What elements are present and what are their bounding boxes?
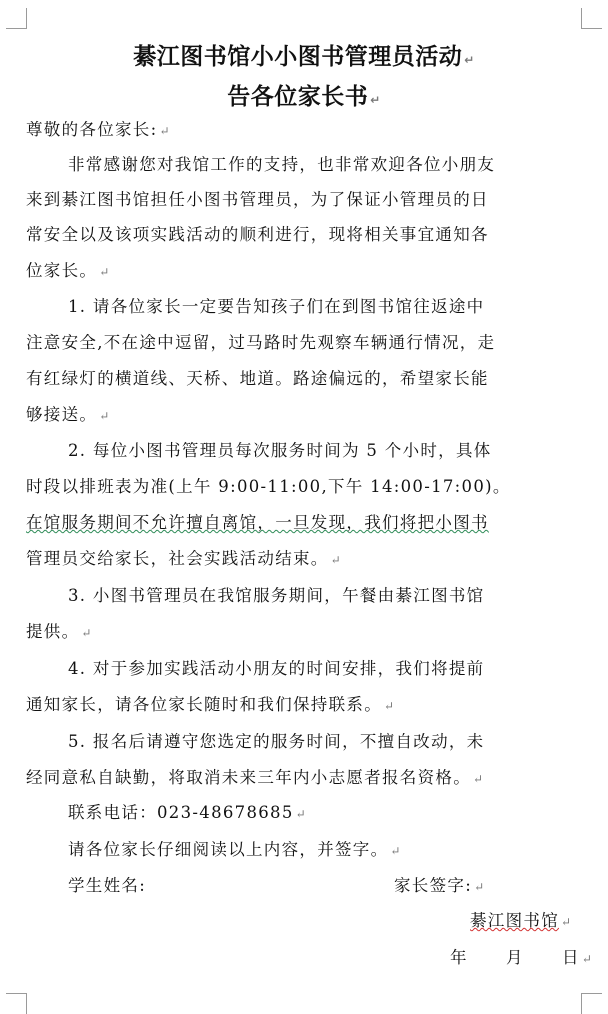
item1-line: 1. 请各位家长一定要告知孩子们在到图书馆往返途中 (68, 297, 485, 316)
crop-mark-top-left (6, 8, 27, 29)
date-month-label: 月 (506, 948, 524, 967)
intro-line: 位家长。 ↵ (26, 261, 111, 280)
contact-phone: 联系电话：023-48678685 ↵ (68, 803, 308, 822)
document-title-line-1: 綦江图书馆小小图书管理员活动 ↵ (133, 44, 475, 70)
item3-line: 3. 小图书管理员在我馆服务期间，午餐由綦江图书馆 (68, 586, 485, 605)
item2-line: 2. 每位小图书管理员每次服务时间为 5 个小时，具体 (68, 441, 492, 460)
item1-line: 注意安全,不在途中逗留，过马路时先观察车辆通行情况，走 (26, 333, 496, 352)
crop-mark-bottom-right (581, 993, 602, 1014)
student-name-label: 学生姓名: (68, 876, 147, 895)
organization-signature: 綦江图书馆 ↵ (470, 911, 573, 930)
intro-line: 常安全以及该项实践活动的顺利进行，现将相关事宜通知各 (26, 225, 489, 244)
item4-line: 通知家长，请各位家长随时和我们保持联系。 ↵ (26, 695, 396, 714)
item4-line: 4. 对于参加实践活动小朋友的时间安排，我们将提前 (68, 659, 485, 678)
item1-line: 有红绿灯的横道线、天桥、地道。路途偏远的，希望家长能 (26, 369, 489, 388)
item5-line: 经同意私自缺勤，将取消未来三年内小志愿者报名资格。 ↵ (26, 768, 485, 787)
item3-line: 提供。 ↵ (26, 622, 93, 641)
date-year-label: 年 (450, 948, 468, 967)
crop-mark-bottom-left (6, 993, 27, 1014)
read-request: 请各位家长仔细阅读以上内容，并签字。 ↵ (68, 840, 402, 859)
salutation: 尊敬的各位家长: ↵ (26, 120, 171, 139)
intro-line: 非常感谢您对我馆工作的支持，也非常欢迎各位小朋友 (68, 155, 496, 174)
item2-line: 在馆服务期间不允许擅自离馆，一旦发现，我们将把小图书 (26, 513, 489, 532)
document-title-line-2: 告各位家长书 ↵ (227, 84, 381, 110)
item2-line: 管理员交给家长，社会实践活动结束。 ↵ (26, 549, 342, 568)
intro-line: 来到綦江图书馆担任小图书管理员，为了保证小管理员的日 (26, 190, 489, 209)
item1-line: 够接送。 ↵ (26, 405, 111, 424)
crop-mark-top-right (581, 8, 602, 29)
item5-line: 5. 报名后请遵守您选定的服务时间，不擅自改动，未 (68, 732, 485, 751)
parent-sign-label: 家长签字: ↵ (394, 876, 486, 895)
date-day-label: 日 ↵ (562, 948, 594, 967)
item2-line: 时段以排班表为准(上午 9:00-11:00,下午 14:00-17:00)。 (26, 477, 511, 496)
